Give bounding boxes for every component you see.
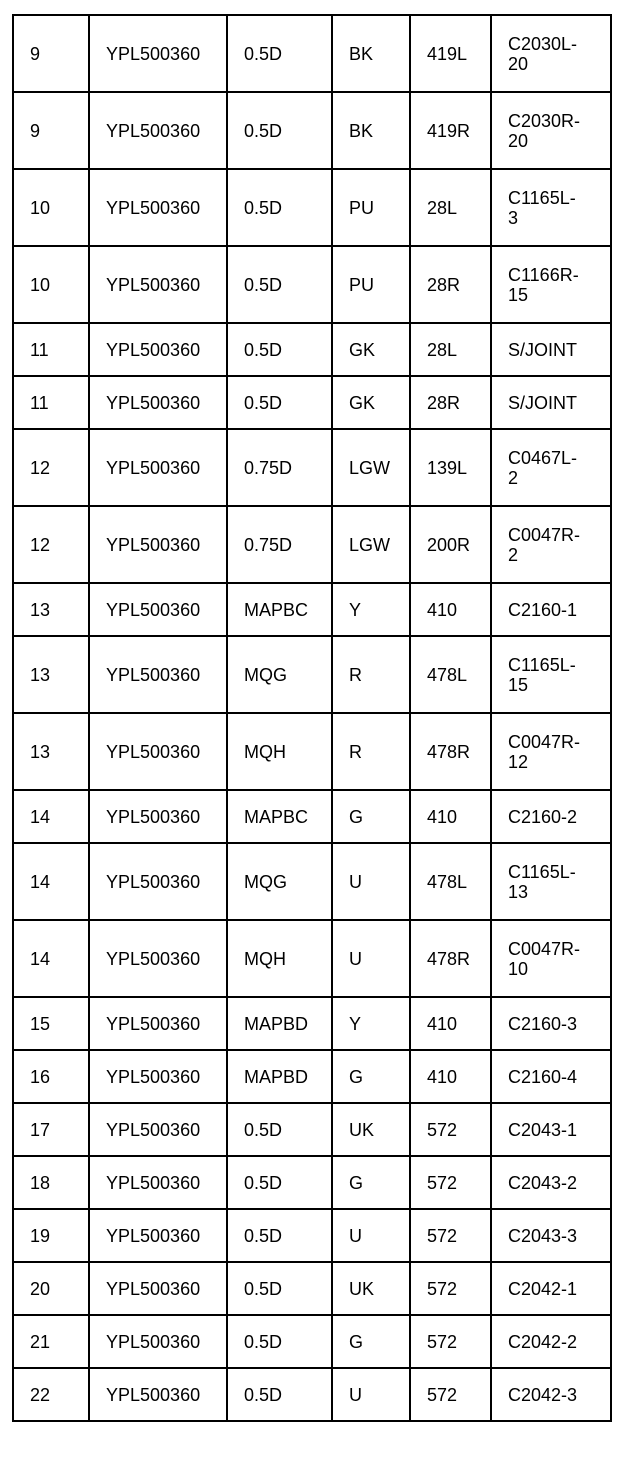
cell-no: 13	[13, 713, 89, 790]
cell-no: 22	[13, 1368, 89, 1421]
cell-connector: C2043-1	[491, 1103, 611, 1156]
cell-length: 478L	[410, 843, 491, 920]
cell-color: LGW	[332, 506, 410, 583]
cell-length: 410	[410, 790, 491, 843]
cell-part: YPL500360	[89, 1209, 227, 1262]
cell-length: 28R	[410, 376, 491, 429]
cell-size: MAPBC	[227, 790, 332, 843]
cell-part: YPL500360	[89, 1315, 227, 1368]
cell-length: 572	[410, 1368, 491, 1421]
table-row	[13, 636, 611, 713]
cell-color: G	[332, 1315, 410, 1368]
cell-part: YPL500360	[89, 92, 227, 169]
cell-size: MAPBD	[227, 997, 332, 1050]
cell-color: R	[332, 713, 410, 790]
table-row	[13, 323, 611, 376]
cell-connector: C0047R- 2	[491, 506, 611, 583]
table-row	[13, 429, 611, 506]
cell-no: 14	[13, 790, 89, 843]
cell-color: G	[332, 1050, 410, 1103]
table-row	[13, 1103, 611, 1156]
table-row	[13, 843, 611, 920]
cell-connector: C0047R- 12	[491, 713, 611, 790]
cell-connector: C0047R- 10	[491, 920, 611, 997]
cell-part: YPL500360	[89, 713, 227, 790]
cell-connector: C2043-2	[491, 1156, 611, 1209]
cell-size: 0.75D	[227, 429, 332, 506]
wire-table-body	[13, 15, 611, 1421]
table-row	[13, 1262, 611, 1315]
table-row	[13, 1156, 611, 1209]
cell-length: 200R	[410, 506, 491, 583]
cell-connector: C1165L- 3	[491, 169, 611, 246]
cell-length: 572	[410, 1156, 491, 1209]
cell-no: 13	[13, 636, 89, 713]
cell-no: 14	[13, 843, 89, 920]
cell-part: YPL500360	[89, 169, 227, 246]
table-row	[13, 506, 611, 583]
cell-size: MQG	[227, 636, 332, 713]
cell-size: MQG	[227, 843, 332, 920]
cell-length: 139L	[410, 429, 491, 506]
table-row	[13, 920, 611, 997]
cell-length: 410	[410, 1050, 491, 1103]
cell-no: 20	[13, 1262, 89, 1315]
table-row	[13, 790, 611, 843]
table-row	[13, 246, 611, 323]
cell-size: MQH	[227, 920, 332, 997]
cell-part: YPL500360	[89, 1156, 227, 1209]
cell-no: 19	[13, 1209, 89, 1262]
cell-connector: C2042-3	[491, 1368, 611, 1421]
cell-part: YPL500360	[89, 429, 227, 506]
cell-part: YPL500360	[89, 15, 227, 92]
cell-part: YPL500360	[89, 920, 227, 997]
cell-size: MAPBD	[227, 1050, 332, 1103]
cell-connector: C2160-2	[491, 790, 611, 843]
cell-length: 410	[410, 997, 491, 1050]
cell-length: 28R	[410, 246, 491, 323]
wire-table	[12, 14, 612, 1422]
cell-color: U	[332, 920, 410, 997]
cell-connector: S/JOINT	[491, 323, 611, 376]
cell-connector: C0467L- 2	[491, 429, 611, 506]
cell-no: 12	[13, 429, 89, 506]
cell-length: 419L	[410, 15, 491, 92]
cell-size: 0.5D	[227, 92, 332, 169]
cell-length: 572	[410, 1209, 491, 1262]
cell-no: 17	[13, 1103, 89, 1156]
cell-connector: C2160-3	[491, 997, 611, 1050]
cell-part: YPL500360	[89, 1103, 227, 1156]
cell-color: GK	[332, 323, 410, 376]
cell-length: 572	[410, 1262, 491, 1315]
cell-color: G	[332, 1156, 410, 1209]
table-row	[13, 713, 611, 790]
cell-no: 14	[13, 920, 89, 997]
cell-size: 0.75D	[227, 506, 332, 583]
cell-part: YPL500360	[89, 323, 227, 376]
cell-color: UK	[332, 1262, 410, 1315]
cell-no: 21	[13, 1315, 89, 1368]
cell-part: YPL500360	[89, 1262, 227, 1315]
table-row	[13, 583, 611, 636]
cell-no: 12	[13, 506, 89, 583]
cell-size: 0.5D	[227, 1103, 332, 1156]
cell-connector: C1166R- 15	[491, 246, 611, 323]
cell-part: YPL500360	[89, 583, 227, 636]
cell-no: 11	[13, 376, 89, 429]
cell-size: 0.5D	[227, 1368, 332, 1421]
cell-part: YPL500360	[89, 506, 227, 583]
cell-no: 9	[13, 15, 89, 92]
cell-color: U	[332, 1209, 410, 1262]
cell-size: 0.5D	[227, 1262, 332, 1315]
cell-length: 572	[410, 1315, 491, 1368]
cell-connector: C1165L- 13	[491, 843, 611, 920]
cell-part: YPL500360	[89, 246, 227, 323]
table-row	[13, 15, 611, 92]
table-row	[13, 169, 611, 246]
cell-length: 478R	[410, 920, 491, 997]
cell-color: BK	[332, 92, 410, 169]
cell-part: YPL500360	[89, 636, 227, 713]
cell-color: BK	[332, 15, 410, 92]
cell-connector: C2042-1	[491, 1262, 611, 1315]
table-row	[13, 997, 611, 1050]
cell-size: 0.5D	[227, 323, 332, 376]
cell-no: 15	[13, 997, 89, 1050]
cell-length: 28L	[410, 323, 491, 376]
cell-color: LGW	[332, 429, 410, 506]
cell-color: G	[332, 790, 410, 843]
cell-color: UK	[332, 1103, 410, 1156]
cell-no: 10	[13, 169, 89, 246]
cell-size: 0.5D	[227, 246, 332, 323]
cell-color: GK	[332, 376, 410, 429]
cell-connector: C2042-2	[491, 1315, 611, 1368]
cell-part: YPL500360	[89, 1368, 227, 1421]
cell-connector: C2030L- 20	[491, 15, 611, 92]
cell-no: 13	[13, 583, 89, 636]
table-row	[13, 1315, 611, 1368]
cell-connector: C2160-1	[491, 583, 611, 636]
cell-length: 478L	[410, 636, 491, 713]
cell-size: 0.5D	[227, 1315, 332, 1368]
cell-connector: S/JOINT	[491, 376, 611, 429]
cell-length: 419R	[410, 92, 491, 169]
cell-no: 16	[13, 1050, 89, 1103]
cell-no: 10	[13, 246, 89, 323]
cell-color: U	[332, 843, 410, 920]
table-row	[13, 92, 611, 169]
table-row	[13, 1050, 611, 1103]
cell-size: 0.5D	[227, 169, 332, 246]
table-row	[13, 1209, 611, 1262]
cell-size: MQH	[227, 713, 332, 790]
cell-length: 572	[410, 1103, 491, 1156]
table-row	[13, 376, 611, 429]
cell-connector: C2030R- 20	[491, 92, 611, 169]
cell-color: PU	[332, 169, 410, 246]
cell-size: 0.5D	[227, 1156, 332, 1209]
cell-no: 11	[13, 323, 89, 376]
cell-no: 9	[13, 92, 89, 169]
cell-part: YPL500360	[89, 997, 227, 1050]
table-row	[13, 1368, 611, 1421]
cell-color: Y	[332, 583, 410, 636]
cell-size: 0.5D	[227, 376, 332, 429]
cell-length: 28L	[410, 169, 491, 246]
cell-length: 410	[410, 583, 491, 636]
cell-part: YPL500360	[89, 843, 227, 920]
cell-connector: C2160-4	[491, 1050, 611, 1103]
cell-part: YPL500360	[89, 376, 227, 429]
cell-length: 478R	[410, 713, 491, 790]
cell-no: 18	[13, 1156, 89, 1209]
cell-size: MAPBC	[227, 583, 332, 636]
cell-connector: C1165L- 15	[491, 636, 611, 713]
cell-color: PU	[332, 246, 410, 323]
cell-connector: C2043-3	[491, 1209, 611, 1262]
cell-color: R	[332, 636, 410, 713]
cell-part: YPL500360	[89, 1050, 227, 1103]
cell-color: Y	[332, 997, 410, 1050]
cell-size: 0.5D	[227, 1209, 332, 1262]
cell-size: 0.5D	[227, 15, 332, 92]
cell-part: YPL500360	[89, 790, 227, 843]
cell-color: U	[332, 1368, 410, 1421]
